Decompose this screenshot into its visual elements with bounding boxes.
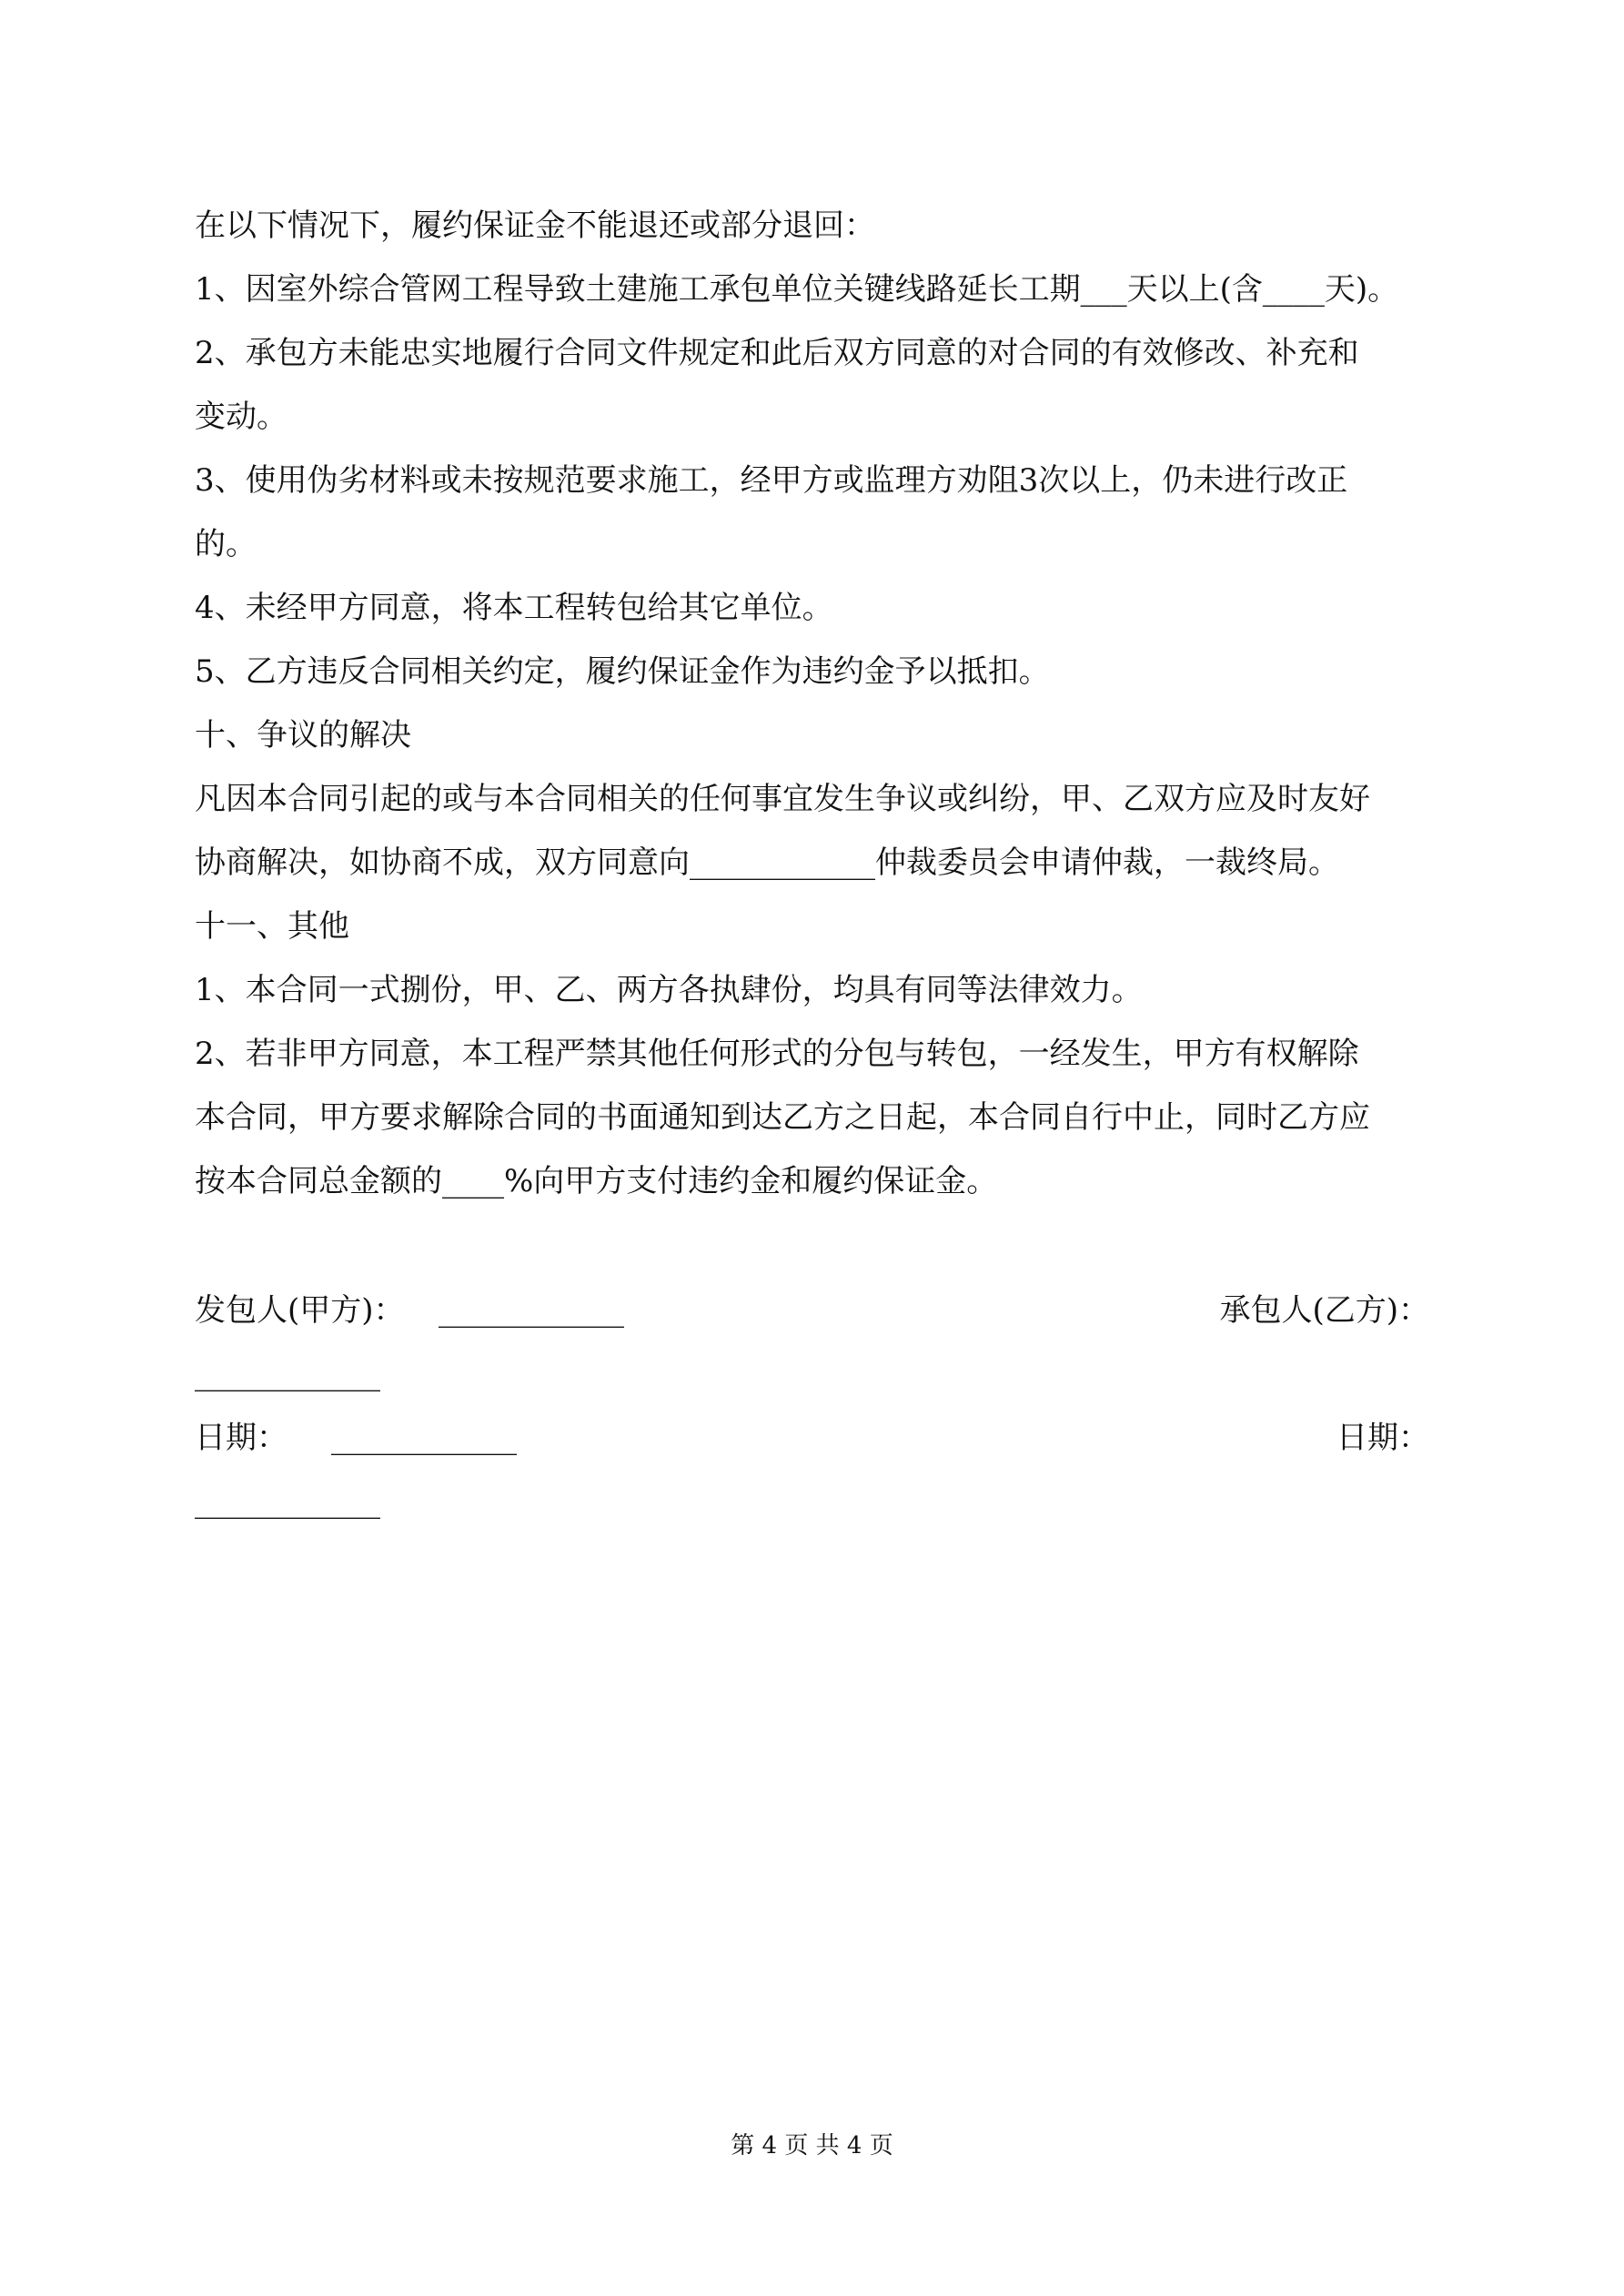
- section-ten-body-line-2: 协商解决，如协商不成，双方同意向____________仲裁委员会申请仲裁，一裁终局。: [195, 845, 1339, 881]
- date-a-label: 日期：: [195, 1420, 287, 1456]
- intro-text: 在以下情况下，履约保证金不能退还或部分退回：: [195, 207, 875, 244]
- date-b-blank: ____________: [195, 1483, 380, 1520]
- party-b-signature-blank: ____________: [195, 1356, 380, 1392]
- section-eleven-item-2-line-1: 2、若非甲方同意，本工程严禁其他任何形式的分包与转包，一经发生，甲方有权解除: [195, 1036, 1359, 1072]
- condition-item-5: 5、乙方违反合同相关约定，履约保证金作为违约金予以抵扣。: [195, 653, 1050, 690]
- condition-item-2-line-2: 变动。: [195, 399, 287, 435]
- party-a-signature-blank: ____________: [439, 1292, 624, 1329]
- section-eleven-item-1: 1、本合同一式捌份，甲、乙、两方各执肆份，均具有同等法律效力。: [195, 972, 1143, 1008]
- section-eleven-item-2-line-2: 本合同，甲方要求解除合同的书面通知到达乙方之日起，本合同自行中止，同时乙方应: [195, 1099, 1370, 1136]
- section-ten-body-line-1: 凡因本合同引起的或与本合同相关的任何事宜发生争议或纠纷，甲、乙双方应及时友好: [195, 781, 1370, 817]
- date-a-blank: ____________: [331, 1420, 517, 1456]
- section-ten-title: 十、争议的解决: [195, 717, 411, 754]
- condition-item-3-line-2: 的。: [195, 526, 257, 562]
- section-eleven-item-2-line-3: 按本合同总金额的____%向甲方支付违约金和履约保证金。: [195, 1163, 998, 1199]
- page-footer: 第 4 页 共 4 页: [731, 2132, 893, 2159]
- party-b-label: 承包人(乙方)：: [1219, 1292, 1429, 1329]
- condition-item-2-line-1: 2、承包方未能忠实地履行合同文件规定和此后双方同意的对合同的有效修改、补充和: [195, 335, 1359, 371]
- condition-item-4: 4、未经甲方同意，将本工程转包给其它单位。: [195, 590, 833, 626]
- condition-item-1: 1、因室外综合管网工程导致土建施工承包单位关键线路延长工期___天以上(含____天)。: [195, 271, 1399, 308]
- condition-item-3-line-1: 3、使用伪劣材料或未按规范要求施工，经甲方或监理方劝阻3次以上，仍未进行改正: [195, 462, 1348, 499]
- section-eleven-title: 十一、其他: [195, 908, 349, 945]
- date-b-label: 日期：: [1337, 1420, 1429, 1456]
- party-a-label: 发包人(甲方)：: [195, 1292, 405, 1329]
